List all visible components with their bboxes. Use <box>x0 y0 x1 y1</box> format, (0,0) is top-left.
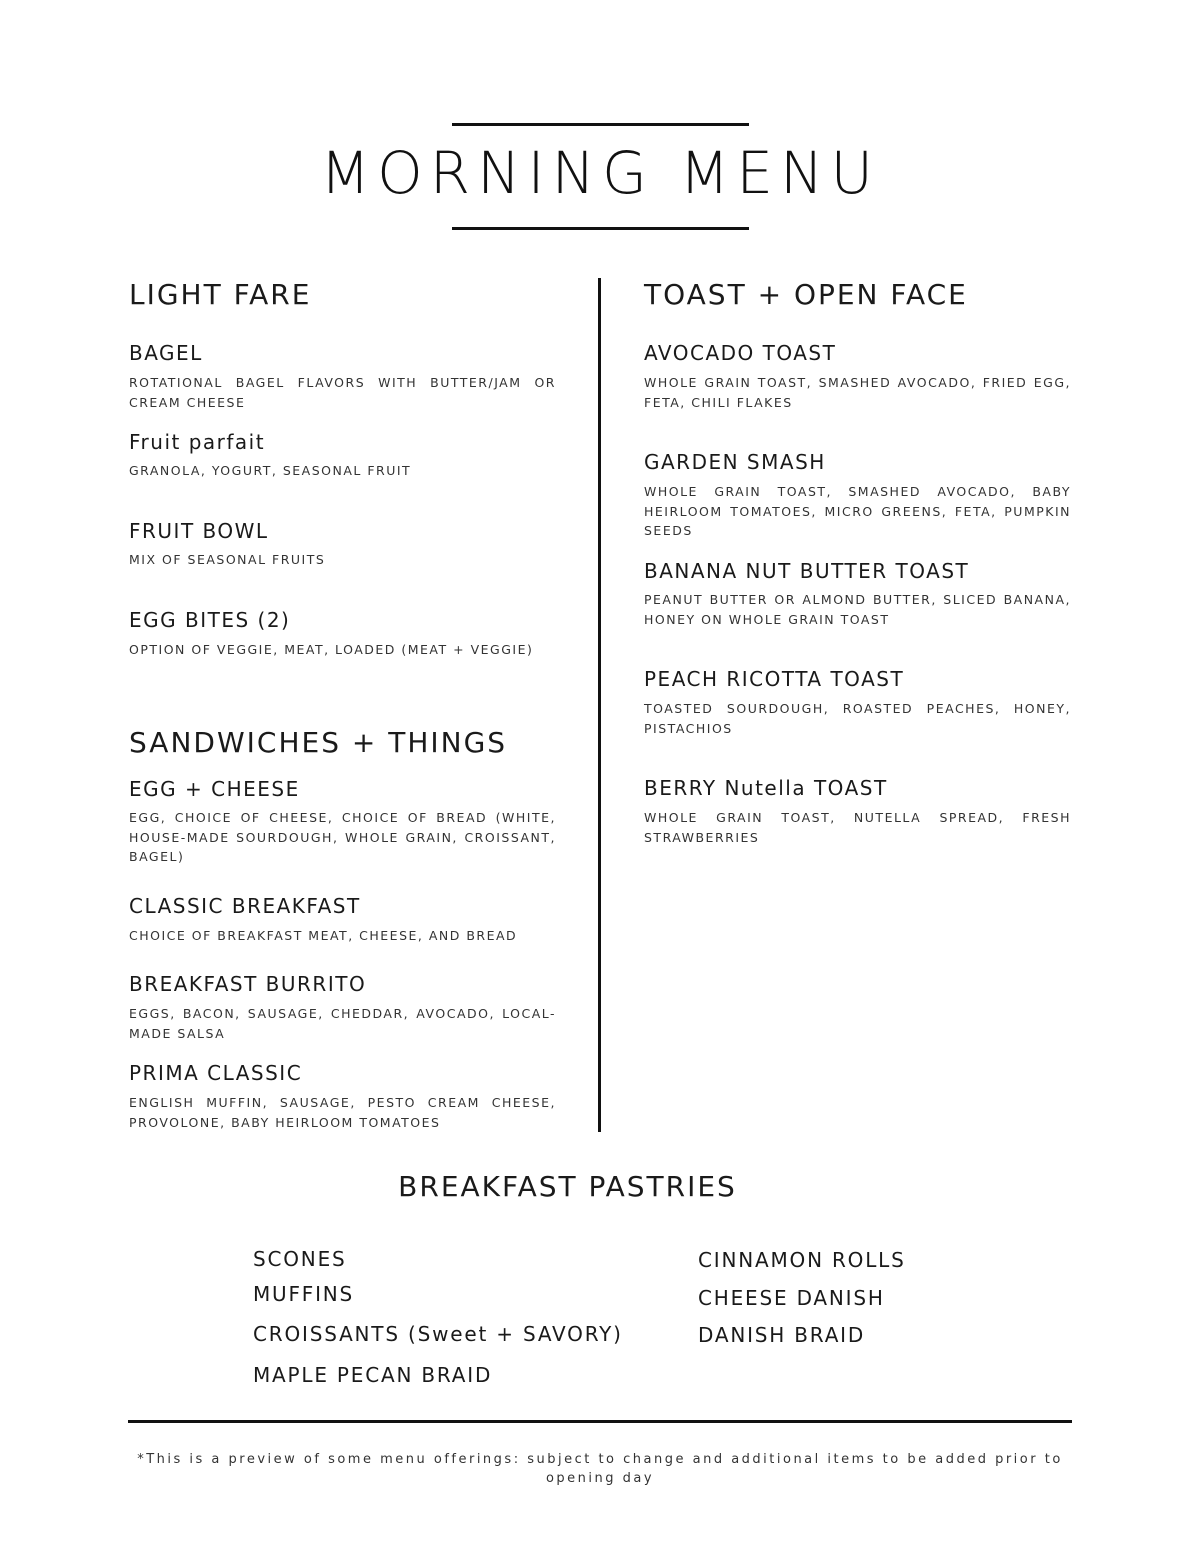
pastries-heading: BREAKFAST PASTRIES <box>398 1170 737 1203</box>
menu-item-name: BANANA NUT BUTTER TOAST <box>644 559 970 583</box>
pastry-item: MUFFINS <box>253 1282 355 1306</box>
menu-item-description: GRANOLA, YOGURT, SEASONAL FRUIT <box>129 463 412 478</box>
title-bottom-rule <box>452 227 749 230</box>
toast-heading: TOAST + OPEN FACE <box>644 278 968 311</box>
menu-item-description: WHOLE GRAIN TOAST, SMASHED AVOCADO, BABY HEIRLOOM TOMATOES, MICRO GREENS, FETA, PUMPKIN SEEDS <box>644 484 1071 538</box>
light-fare-heading: LIGHT FARE <box>129 278 312 311</box>
pastry-item: CINNAMON ROLLS <box>698 1248 906 1272</box>
menu-item-description: CHOICE OF BREAKFAST MEAT, CHEESE, AND BREAD <box>129 928 518 943</box>
menu-item-name: BERRY Nutella TOAST <box>644 776 888 800</box>
menu-item-name: BAGEL <box>129 341 203 365</box>
menu-item-name: BREAKFAST BURRITO <box>129 972 367 996</box>
sandwiches-heading: SANDWICHES + THINGS <box>129 726 508 759</box>
menu-item-description: ENGLISH MUFFIN, SAUSAGE, PESTO CREAM CHEESE, PROVOLONE, BABY HEIRLOOM TOMATOES <box>129 1095 556 1130</box>
menu-item-name: PRIMA CLASSIC <box>129 1061 303 1085</box>
pastry-item: CHEESE DANISH <box>698 1286 885 1310</box>
menu-item-name: Fruit parfait <box>129 430 266 454</box>
footnote: *This is a preview of some menu offerings: subject to change and additional items to be added prior to opening day <box>137 1452 1063 1486</box>
pastry-item: DANISH BRAID <box>698 1323 866 1347</box>
menu-item-description: EGG, CHOICE OF CHEESE, CHOICE OF BREAD (WHITE, HOUSE-MADE SOURDOUGH, WHOLE GRAIN, CROISSANT, BAGEL) <box>129 810 556 864</box>
menu-item-description: PEANUT BUTTER OR ALMOND BUTTER, SLICED BANANA, HONEY ON WHOLE GRAIN TOAST <box>644 592 1071 627</box>
menu-item-description: WHOLE GRAIN TOAST, SMASHED AVOCADO, FRIED EGG, FETA, CHILI FLAKES <box>644 375 1071 410</box>
menu-item-name: EGG + CHEESE <box>129 777 300 801</box>
title-top-rule <box>452 123 749 126</box>
pastry-item: MAPLE PECAN BRAID <box>253 1363 493 1387</box>
menu-item-name: PEACH RICOTTA TOAST <box>644 667 905 691</box>
pastry-item: SCONES <box>253 1247 347 1271</box>
menu-item-name: CLASSIC BREAKFAST <box>129 894 361 918</box>
menu-item-description: TOASTED SOURDOUGH, ROASTED PEACHES, HONEY, PISTACHIOS <box>644 701 1071 736</box>
pastry-item: CROISSANTS (Sweet + SAVORY) <box>253 1322 623 1346</box>
column-divider <box>598 278 601 1132</box>
menu-item-description: EGGS, BACON, SAUSAGE, CHEDDAR, AVOCADO, LOCAL-MADE SALSA <box>129 1006 556 1041</box>
menu-item-description: MIX OF SEASONAL FRUITS <box>129 552 326 567</box>
menu-item-description: WHOLE GRAIN TOAST, NUTELLA SPREAD, FRESH STRAWBERRIES <box>644 810 1071 845</box>
footer-rule <box>128 1420 1072 1423</box>
menu-item-description: OPTION OF VEGGIE, MEAT, LOADED (MEAT + VEGGIE) <box>129 642 534 657</box>
menu-item-name: FRUIT BOWL <box>129 519 269 543</box>
menu-item-name: EGG BITES (2) <box>129 608 291 632</box>
menu-item-description: ROTATIONAL BAGEL FLAVORS WITH BUTTER/JAM OR CREAM CHEESE <box>129 375 556 410</box>
menu-item-name: AVOCADO TOAST <box>644 341 837 365</box>
menu-title: MORNING MENU <box>320 139 880 207</box>
menu-item-name: GARDEN SMASH <box>644 450 826 474</box>
